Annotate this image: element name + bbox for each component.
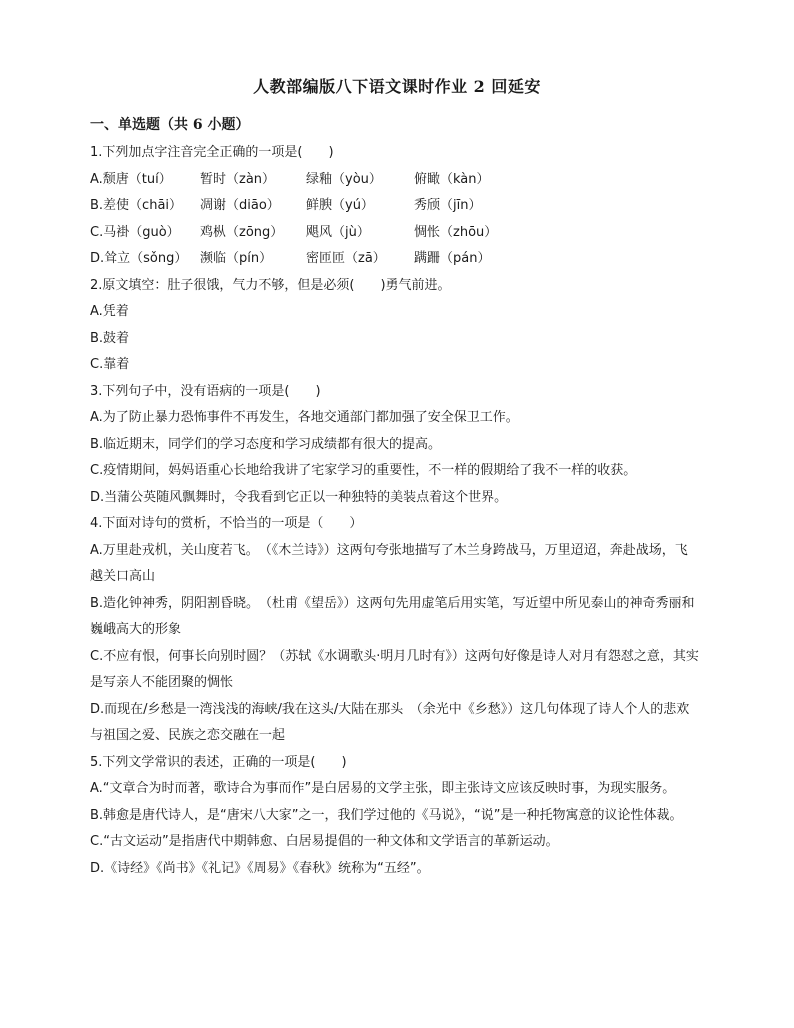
question-5-option-a: A.“文章合为时而著，歌诗合为事而作”是白居易的文学主张，即主张诗文应该反映时事，为现实服务。 — [90, 781, 676, 796]
q1-a-2: 暂时（zàn） — [200, 171, 276, 187]
q1-a-4: 俯瞰（kàn） — [414, 171, 490, 187]
question-2-option-c: C.靠着 — [90, 357, 130, 372]
question-1-row-a — [90, 167, 700, 194]
question-4-option-d: D.而现在/乡愁是一湾浅浅的海峡/我在这头/大陆在那头 （余光中《乡愁》）这几句体现了诗人个人的悲欢与祖国之爱、民族之恋交融在一起 — [90, 701, 690, 743]
question-2-stem: 2.原文填空：肚子很饿，气力不够，但是必须( )勇气前进。 — [90, 277, 451, 293]
question-3-option-c: C.疫情期间，妈妈语重心长地给我讲了宅家学习的重要性，不一样的假期给了我不一样的收获。 — [90, 463, 637, 478]
section-heading: 一、单选题（共 6 小题） — [90, 117, 250, 133]
q1-b-2: 凋谢（diāo） — [200, 198, 280, 213]
q1-d-2: 濒临（pín） — [200, 251, 273, 266]
question-5-option-c: C.“古文运动”是指唐代中期韩愈、白居易提倡的一种文体和文学语言的革新运动。 — [90, 834, 559, 849]
question-4-option-a: A.万里赴戎机，关山度若飞。 （《木兰诗》）这两句夸张地描写了木兰身跨战马，万里迢迢，奔赴战场，飞越关口高山 — [90, 542, 688, 584]
question-3-option-d: D.当蒲公英随风飘舞时，令我看到它正以一种独特的美装点着这个世界。 — [90, 489, 508, 505]
q1-d-3: 密匝匝（zā） — [306, 251, 386, 266]
question-4-option-c: C.不应有恨，何事长向别时圆？（苏轼《水调歌头·明月几时有》）这两句好像是诗人对月有怨怼之意，其实是写亲人不能团聚的惆怅 — [90, 648, 699, 690]
q1-d-1: D.耸立（sǒng） — [90, 251, 188, 266]
question-3-option-b: B.临近期末，同学们的学习态度和学习成绩都有很大的提高。 — [90, 436, 442, 452]
question-4-option-b: B.造化钟神秀，阴阳割昏晓。 （杜甫《望岳》）这两句先用虚笔后用实笔，写近望中所见泰山的神奇秀丽和巍峨高大的形象 — [90, 595, 695, 637]
question-1-row-c — [90, 220, 700, 247]
question-5-stem: 5.下列文学常识的表述，正确的一项是( ) — [90, 754, 347, 770]
q1-b-3: 鲜腴（yú） — [306, 198, 374, 213]
question-1-row-b — [90, 193, 700, 220]
q1-c-3: 飓风（jù） — [306, 224, 370, 240]
question-4-stem: 4.下面对诗句的赏析，不恰当的一项是（ ） — [90, 516, 363, 531]
document-title: 人教部编版八下语文课时作业 2 回延安 — [253, 77, 541, 96]
q1-a-1: A.颓唐（tuí） — [90, 171, 172, 187]
q1-c-2: 鸡枞（zōng） — [200, 224, 284, 240]
question-5-option-d: D.《诗经》《尚书》《礼记》《周易》《春秋》统称为“五经”。 — [90, 860, 430, 876]
q1-a-3: 绿釉（yòu） — [306, 171, 382, 187]
q1-d-4: 蹒跚（pán） — [414, 251, 491, 266]
question-3-stem: 3.下列句子中，没有语病的一项是( ) — [90, 383, 321, 399]
q1-b-1: B.差使（chāi） — [90, 198, 183, 213]
q1-c-4: 惆怅（zhōu） — [414, 224, 498, 240]
q1-c-1: C.马褂（guò） — [90, 224, 180, 240]
question-list — [90, 140, 700, 882]
question-1-stem: 1.下列加点字注音完全正确的一项是( ) — [90, 145, 334, 160]
question-5-option-b: B.韩愈是唐代诗人，是“唐宋八大家”之一，我们学过他的《马说》，“说”是一种托物寓意的议论性体裁。 — [90, 807, 683, 823]
question-2-option-b: B.鼓着 — [90, 330, 130, 346]
question-1-row-d — [90, 246, 700, 273]
q1-b-4: 秀颀（jīn） — [414, 198, 482, 213]
question-2-option-a: A.凭着 — [90, 304, 129, 319]
question-3-option-a: A.为了防止暴力恐怖事件不再发生，各地交通部门都加强了安全保卫工作。 — [90, 410, 519, 425]
